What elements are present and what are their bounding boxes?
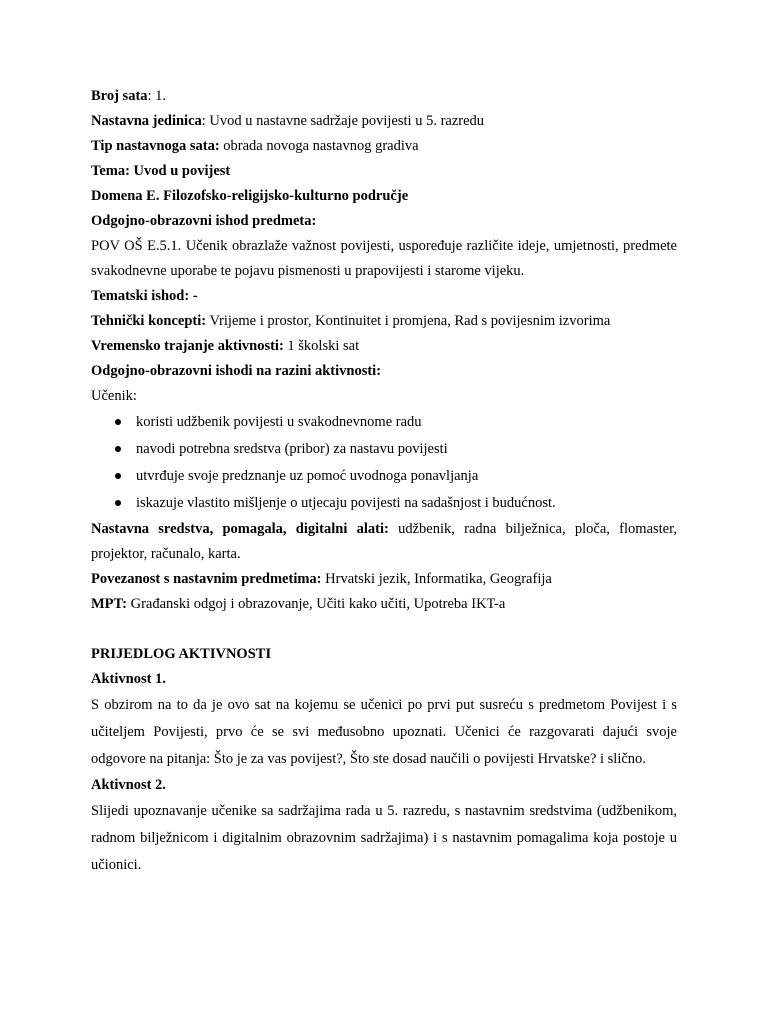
tehnicki-koncepti-label: Tehnički koncepti: bbox=[91, 313, 207, 329]
broj-sata-line bbox=[91, 84, 677, 109]
document-page bbox=[91, 84, 677, 879]
mpt-line bbox=[91, 592, 677, 617]
povezanost-line bbox=[91, 567, 677, 592]
tematski-ishod-line bbox=[91, 284, 677, 309]
tip-sata-value: obrada novoga nastavnog gradiva bbox=[219, 138, 419, 154]
broj-sata-value: : 1. bbox=[147, 88, 167, 104]
ishodi-aktivnosti-label: Odgojno-obrazovni ishodi na razini aktivnosti: bbox=[91, 363, 382, 379]
list-item: utvrđuje svoje predznanje uz pomoć uvodnoga ponavljanja bbox=[136, 463, 677, 490]
aktivnost-2-text: Slijedi upoznavanje učenike sa sadržajima rada u 5. razredu, s nastavnim sredstvima (udžbenikom, radnom bilježnicom i digitalnim obrazovnim sadržajima) i s nastavnim pomagalima koja postoje u učionici. bbox=[91, 803, 677, 873]
povezanost-value: Hrvatski jezik, Informatika, Geografija bbox=[321, 571, 552, 587]
tema-text: Tema: Uvod u povijest bbox=[91, 163, 231, 179]
ucenik-label: Učenik: bbox=[91, 388, 137, 404]
ishod-predmeta-heading bbox=[91, 209, 677, 234]
tehnicki-koncepti-value: Vrijeme i prostor, Kontinuitet i promjena, Rad s povijesnim izvorima bbox=[206, 313, 611, 329]
domena-line bbox=[91, 184, 677, 209]
mpt-value: Građanski odgoj i obrazovanje, Učiti kako učiti, Upotreba IKT-a bbox=[126, 596, 506, 612]
aktivnost-1-title-text: Aktivnost 1. bbox=[91, 671, 166, 687]
list-item: koristi udžbenik povijesti u svakodnevnome radu bbox=[136, 409, 677, 436]
sredstva-label: Nastavna sredstva, pomagala, digitalni alati: bbox=[91, 521, 389, 537]
broj-sata-label: Broj sata bbox=[91, 88, 148, 104]
sredstva-value: udžbenik, radna bilježnica, ploča, flomaster, projektor, računalo, karta. bbox=[91, 521, 677, 562]
vremensko-trajanje-line bbox=[91, 334, 677, 359]
aktivnosti-heading bbox=[91, 642, 677, 667]
tip-sata-label: Tip nastavnoga sata: bbox=[91, 138, 220, 154]
aktivnosti-heading-text: PRIJEDLOG AKTIVNOSTI bbox=[91, 646, 272, 662]
vremensko-trajanje-label: Vremensko trajanje aktivnosti: bbox=[91, 338, 284, 354]
nastavna-jedinica-value: : Uvod u nastavne sadržaje povijesti u 5. razredu bbox=[201, 113, 485, 129]
tip-sata-line bbox=[91, 134, 677, 159]
vremensko-trajanje-value: 1 školski sat bbox=[283, 338, 360, 354]
mpt-label: MPT: bbox=[91, 596, 127, 612]
ishodi-aktivnosti-heading bbox=[91, 359, 677, 384]
ishodi-list bbox=[91, 409, 677, 517]
tehnicki-koncepti-line bbox=[91, 309, 677, 334]
tematski-ishod-text: Tematski ishod: - bbox=[91, 288, 198, 304]
aktivnost-1-text: S obzirom na to da je ovo sat na kojemu se učenici po prvi put susreću s predmetom Povijest i s učiteljem Povijesti, prvo će se svi međusobno upoznati. Učenici će razgovarati dajući svoje odgovore na pitanja: Što je za vas povijest?, Što ste dosad naučili o povijesti Hrvatske? i slično. bbox=[91, 697, 677, 767]
list-item: navodi potrebna sredstva (pribor) za nastavu povijesti bbox=[136, 436, 677, 463]
nastavna-jedinica-line bbox=[91, 109, 677, 134]
aktivnost-2-title bbox=[91, 773, 677, 798]
aktivnost-1-title bbox=[91, 667, 677, 692]
nastavna-jedinica-label: Nastavna jedinica bbox=[91, 113, 202, 129]
ishod-predmeta-label: Odgojno-obrazovni ishod predmeta: bbox=[91, 213, 317, 229]
ishod-predmeta-text: POV OŠ E.5.1. Učenik obrazlaže važnost povijesti, uspoređuje različite ideje, umjetnosti, predmete svakodnevne uporabe te pojavu pismenosti u prapovijesti i starome vijeku. bbox=[91, 238, 677, 279]
sredstva-paragraph bbox=[91, 517, 677, 567]
tema-line bbox=[91, 159, 677, 184]
povezanost-label: Povezanost s nastavnim predmetima: bbox=[91, 571, 322, 587]
domena-text: Domena E. Filozofsko-religijsko-kulturno područje bbox=[91, 188, 409, 204]
section-spacer bbox=[91, 617, 677, 642]
list-item: iskazuje vlastito mišljenje o utjecaju povijesti na sadašnjost i budućnost. bbox=[136, 490, 677, 517]
aktivnost-2-title-text: Aktivnost 2. bbox=[91, 777, 166, 793]
